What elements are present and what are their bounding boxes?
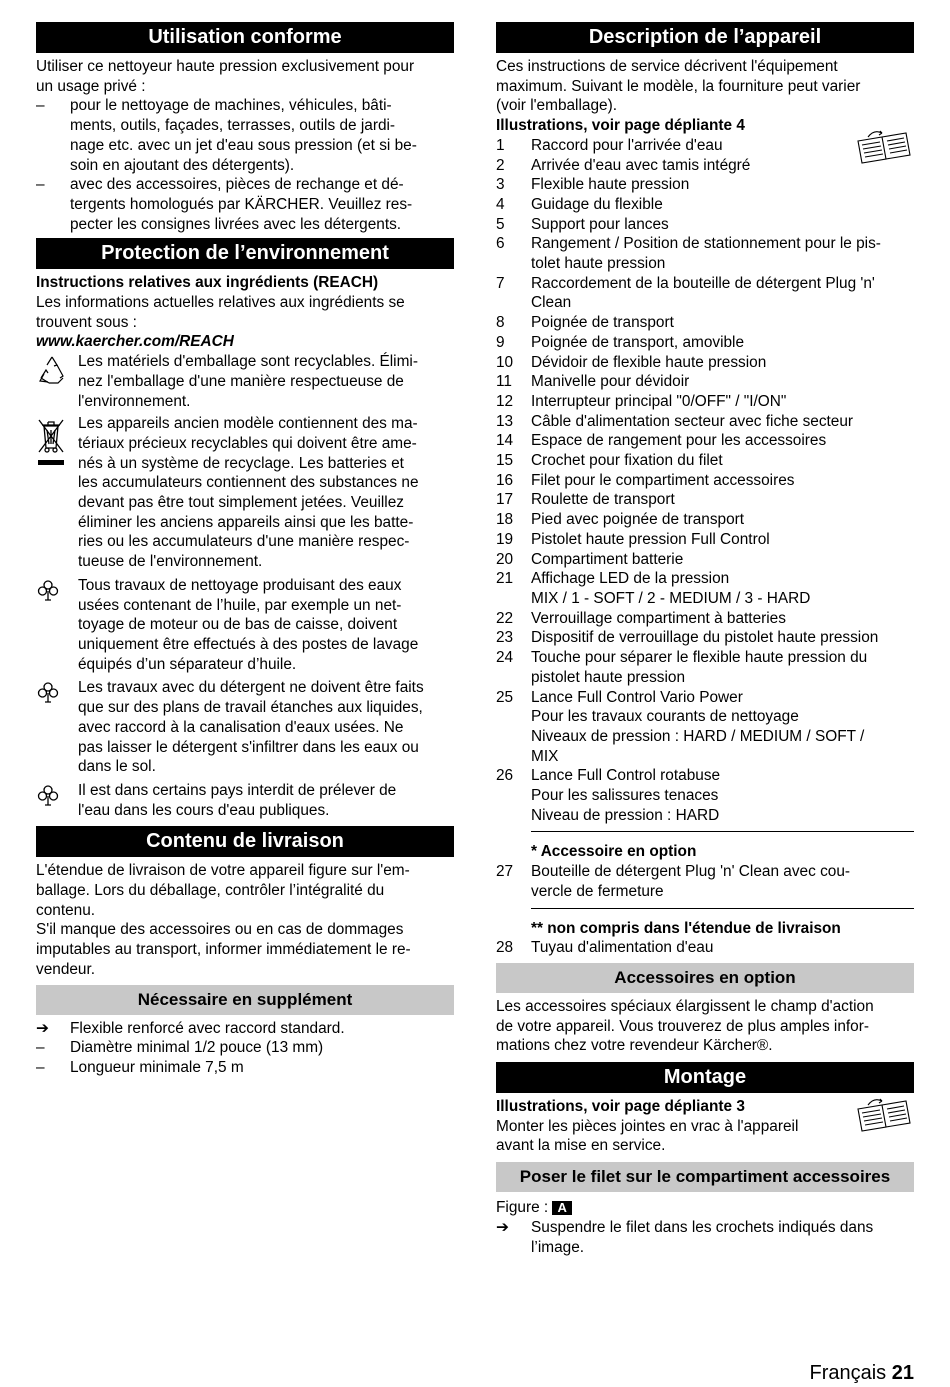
- item-text: Espace de rangement pour les accessoires: [531, 432, 827, 450]
- illustrations-heading: Illustrations, voir page dépliante 4: [496, 117, 745, 135]
- usage-section: [36, 53, 454, 234]
- list-item: [496, 569, 914, 608]
- item-number: 17: [496, 491, 514, 509]
- step-item: [496, 1218, 914, 1257]
- item-text: Raccord pour l'arrivée d'eau: [531, 136, 723, 154]
- item-text: Manivelle pour dévidoir: [531, 373, 690, 391]
- item-text: Interrupteur principal "0/OFF" / "I/ON": [531, 392, 787, 410]
- usage-list-item: [36, 96, 454, 175]
- component-list: [496, 136, 914, 826]
- paragraph-line: L'étendue de livraison de votre appareil figure sur l'em-: [36, 862, 410, 880]
- list-item: [36, 1038, 454, 1058]
- list-item: [496, 215, 914, 235]
- section-title-assembly: Montage: [496, 1062, 914, 1093]
- item-text: Lance Full Control Vario Power: [531, 688, 743, 706]
- paragraph-line: S'il manque des accessoires ou en cas de dommages: [36, 921, 404, 939]
- list-item: [496, 195, 914, 215]
- list-item: [496, 550, 914, 570]
- list-item: [496, 431, 914, 451]
- item-number: 24: [496, 649, 514, 667]
- item-text: Poignée de transport, amovible: [531, 333, 745, 351]
- section-title-environment: Protection de l’environnement: [36, 238, 454, 269]
- list-item: [496, 688, 914, 767]
- item-text: Tuyau d'alimentation d'eau: [531, 939, 714, 957]
- paragraph-line: contenu.: [36, 901, 96, 919]
- item-text: Lance Full Control rotabuse: [531, 767, 721, 785]
- reach-text: Les informations actuelles relatives aux ingrédients se: [36, 294, 405, 312]
- item-number: 10: [496, 353, 514, 371]
- paragraph-line: ballage. Lors du déballage, contrôler l’intégralité du: [36, 882, 385, 900]
- item-text: Filet pour le compartiment accessoires: [531, 471, 795, 489]
- paragraph-line: Les appareils ancien modèle contiennent des ma-: [78, 415, 418, 433]
- item-number: 21: [496, 570, 514, 588]
- list-item: [496, 628, 914, 648]
- paragraph-line: imputables au transport, informer immédiatement le re-: [36, 941, 411, 959]
- item-number: 22: [496, 609, 514, 627]
- list-item: [496, 353, 914, 373]
- reach-heading: Instructions relatives aux ingrédients (REACH): [36, 274, 379, 292]
- paragraph-line: Monter les pièces jointes en vrac à l'appareil: [496, 1117, 799, 1135]
- list-item: [496, 175, 914, 195]
- paragraph-line: l'eau dans les cours d'eau publiques.: [78, 801, 330, 819]
- list-text: Flexible renforcé avec raccord standard.: [70, 1019, 345, 1037]
- dash-marker: –: [36, 1058, 45, 1076]
- paragraph-line: l'environnement.: [78, 392, 191, 410]
- delivery-section: [36, 857, 454, 979]
- paragraph-line: dans le sol.: [78, 758, 156, 776]
- assembly-section: [496, 1093, 914, 1156]
- item-text: MIX / 1 - SOFT / 2 - MEDIUM / 3 - HARD: [531, 589, 811, 607]
- list-item: [496, 136, 914, 156]
- item-number: 20: [496, 550, 514, 568]
- figure-reference: [496, 1198, 914, 1218]
- reach-text: trouvent sous :: [36, 313, 137, 331]
- item-text: Câble d'alimentation secteur avec fiche secteur: [531, 412, 854, 430]
- usage-list-item: [36, 175, 454, 234]
- list-item: [496, 333, 914, 353]
- recycle-paragraph: [36, 352, 454, 411]
- item-number: 7: [496, 274, 505, 292]
- item-text: tolet haute pression: [531, 255, 666, 273]
- item-number: 2: [496, 156, 505, 174]
- arrow-right-icon: ➔: [496, 1218, 509, 1236]
- divider: [531, 831, 914, 832]
- not-included-heading: ** non compris dans l'étendue de livraison: [531, 919, 841, 937]
- item-number: 23: [496, 629, 514, 647]
- list-item: [496, 451, 914, 471]
- item-number: 8: [496, 314, 505, 332]
- paragraph-line: nés à un système de recyclage. Les batteries et: [78, 454, 404, 472]
- list-item: [496, 490, 914, 510]
- list-item: [496, 938, 914, 958]
- paragraph-line: équipés d’un séparateur d’huile.: [78, 655, 297, 673]
- paragraph-line: éliminer les anciens appareils ainsi que les batte-: [78, 513, 414, 531]
- list-item: [36, 1058, 454, 1078]
- dash-marker: –: [36, 97, 45, 115]
- item-text: pistolet haute pression: [531, 668, 686, 686]
- item-text: Affichage LED de la pression: [531, 570, 730, 588]
- list-line: soin en ajoutant des détergents).: [70, 156, 295, 174]
- paragraph-line: vendeur.: [36, 960, 96, 978]
- item-number: 3: [496, 176, 505, 194]
- item-text: Verrouillage compartiment à batteries: [531, 609, 786, 627]
- section-title-delivery: Contenu de livraison: [36, 826, 454, 857]
- environment-section: [36, 269, 454, 820]
- recycle-icon: [36, 352, 78, 411]
- book-illustration-icon: [854, 129, 914, 171]
- item-number: 27: [496, 863, 514, 881]
- paragraph-line: les accumulateurs contiennent des substances ne: [78, 474, 419, 492]
- list-item: [496, 412, 914, 432]
- list-line: pecter les consignes livrées avec les détergents.: [70, 215, 402, 233]
- crossed-bin-icon: [36, 414, 78, 572]
- footer-language: Français: [809, 1362, 887, 1384]
- arrow-right-icon: ➔: [36, 1019, 49, 1037]
- item-text: Compartiment batterie: [531, 550, 684, 568]
- list-line: ments, outils, façades, terrasses, outils de jardi-: [70, 117, 396, 135]
- weee-paragraph: [36, 414, 454, 572]
- item-text: Niveaux de pression : HARD / MEDIUM / SOFT /: [531, 727, 865, 745]
- paragraph-line: Les matériels d'emballage sont recyclables. Élimi-: [78, 353, 418, 371]
- water-paragraph: [36, 781, 454, 820]
- detergent-paragraph: [36, 678, 454, 777]
- paragraph-line: Ces instructions de service décrivent l'équipement: [496, 58, 838, 75]
- book-illustration-icon: [854, 1097, 914, 1139]
- item-number: 4: [496, 195, 505, 213]
- paragraph-line: mations chez votre revendeur Kärcher®.: [496, 1037, 773, 1055]
- paragraph-line: avec raccord à la canalisation d'eaux usées. Ne: [78, 718, 404, 736]
- paragraph-line: pas laisser le détergent s'infiltrer dans les eaux ou: [78, 738, 419, 756]
- section-title-required: Nécessaire en supplément: [36, 985, 454, 1015]
- item-text: Pour les travaux courants de nettoyage: [531, 708, 799, 726]
- dash-marker: –: [36, 1039, 45, 1057]
- paragraph-line: Tous travaux de nettoyage produisant des eaux: [78, 576, 402, 594]
- list-line: pour le nettoyage de machines, véhicules, bâti-: [70, 97, 392, 115]
- list-item: [36, 1019, 454, 1039]
- list-line: avec des accessoires, pièces de rechange et dé-: [70, 176, 404, 194]
- item-text: Dévidoir de flexible haute pression: [531, 353, 767, 371]
- item-number: 1: [496, 136, 505, 154]
- item-text: Pied avec poignée de transport: [531, 511, 745, 529]
- paragraph-line: Les accessoires spéciaux élargissent le champ d'action: [496, 997, 874, 1015]
- item-text: Touche pour séparer le flexible haute pression du: [531, 649, 868, 667]
- paragraph-line: avant la mise en service.: [496, 1137, 666, 1155]
- list-item: [496, 392, 914, 412]
- section-title-description: Description de l’appareil: [496, 22, 914, 53]
- paragraph-line: toyage de moteur ou de bas de caisse, doivent: [78, 616, 398, 634]
- list-item: [496, 372, 914, 392]
- list-item: [496, 530, 914, 550]
- paragraph-line: uniquement être effectués à des postes de lavage: [78, 635, 419, 653]
- item-text: Guidage du flexible: [531, 195, 663, 213]
- net-section: [496, 1192, 914, 1257]
- item-text: Pour les salissures tenaces: [531, 787, 719, 805]
- item-number: 28: [496, 939, 514, 957]
- paragraph-line: maximum. Suivant le modèle, la fourniture peut varier: [496, 77, 861, 95]
- figure-label: Figure :: [496, 1199, 549, 1217]
- list-line: tergents homologués par KÄRCHER. Veuillez res-: [70, 195, 413, 213]
- list-item: [496, 609, 914, 629]
- list-item: [496, 156, 914, 176]
- item-number: 25: [496, 688, 514, 706]
- paragraph-line: que sur des plans de travail étanches aux liquides,: [78, 699, 423, 717]
- usage-intro-line: Utiliser ce nettoyeur haute pression exclusivement pour: [36, 58, 415, 75]
- section-title-accessories: Accessoires en option: [496, 963, 914, 993]
- paragraph-line: tueuse de l'environnement.: [78, 553, 263, 571]
- item-number: 15: [496, 452, 514, 470]
- item-text: Support pour lances: [531, 215, 669, 233]
- list-item: [496, 766, 914, 825]
- usage-intro-line: un usage privé :: [36, 77, 146, 95]
- item-text: Raccordement de la bouteille de détergent Plug 'n': [531, 274, 875, 292]
- list-item: [496, 471, 914, 491]
- page-number: 21: [891, 1362, 914, 1384]
- item-text: Clean: [531, 294, 572, 312]
- reach-url: www.kaercher.com/REACH: [36, 333, 234, 351]
- item-text: vercle de fermeture: [531, 882, 664, 900]
- paragraph-line: Il est dans certains pays interdit de prélever de: [78, 781, 397, 799]
- item-text: Dispositif de verrouillage du pistolet haute pression: [531, 629, 879, 647]
- left-column: [36, 22, 454, 1078]
- list-item: [496, 648, 914, 687]
- paragraph-line: de votre appareil. Vous trouverez de plus amples infor-: [496, 1017, 869, 1035]
- dash-marker: –: [36, 176, 45, 194]
- item-number: 19: [496, 530, 514, 548]
- illustrations-heading: Illustrations, voir page dépliante 3: [496, 1098, 745, 1116]
- accessories-section: [496, 993, 914, 1056]
- item-text: MIX: [531, 747, 559, 765]
- item-text: Pistolet haute pression Full Control: [531, 530, 770, 548]
- paragraph-line: (voir l'emballage).: [496, 97, 617, 115]
- list-item: [496, 234, 914, 273]
- item-number: 26: [496, 767, 514, 785]
- description-section: [496, 53, 914, 958]
- oil-paragraph: [36, 576, 454, 675]
- item-number: 18: [496, 511, 514, 529]
- figure-badge: A: [552, 1201, 571, 1215]
- section-title-net: Poser le filet sur le compartiment accessoires: [496, 1162, 914, 1192]
- list-item: [496, 274, 914, 313]
- water-drop-tree-icon: [36, 678, 78, 777]
- section-title-usage: Utilisation conforme: [36, 22, 454, 53]
- water-drop-tree-icon: [36, 576, 78, 675]
- item-text: Niveau de pression : HARD: [531, 806, 720, 824]
- item-number: 14: [496, 432, 514, 450]
- step-text: l’image.: [531, 1238, 585, 1256]
- divider: [531, 908, 914, 909]
- item-text: Roulette de transport: [531, 491, 675, 509]
- paragraph-line: ries ou les accumulateurs d'une manière respec-: [78, 533, 410, 551]
- item-text: Arrivée d'eau avec tamis intégré: [531, 156, 751, 174]
- item-number: 5: [496, 215, 505, 233]
- step-text: Suspendre le filet dans les crochets indiqués dans: [531, 1218, 874, 1236]
- list-item: [496, 862, 914, 901]
- list-line: nage etc. avec un jet d'eau sous pression (et si be-: [70, 136, 417, 154]
- item-text: Flexible haute pression: [531, 176, 690, 194]
- item-text: Crochet pour fixation du filet: [531, 452, 723, 470]
- item-number: 9: [496, 333, 505, 351]
- paragraph-line: devant pas être tout simplement jetées. Veuillez: [78, 494, 404, 512]
- list-text: Longueur minimale 7,5 m: [70, 1058, 244, 1076]
- item-number: 12: [496, 392, 514, 410]
- paragraph-line: tériaux précieux recyclables qui doivent être ame-: [78, 434, 417, 452]
- item-number: 13: [496, 412, 514, 430]
- item-number: 6: [496, 235, 505, 253]
- paragraph-line: usées contenant de l’huile, par exemple un net-: [78, 596, 402, 614]
- item-text: Rangement / Position de stationnement pour le pis-: [531, 235, 881, 253]
- item-text: Poignée de transport: [531, 314, 674, 332]
- item-number: 11: [496, 373, 512, 391]
- item-number: 16: [496, 471, 514, 489]
- list-item: [496, 313, 914, 333]
- water-drop-tree-icon: [36, 781, 78, 820]
- optional-heading: * Accessoire en option: [531, 843, 697, 861]
- required-section: [36, 1015, 454, 1078]
- paragraph-line: nez l'emballage d'une manière respectueuse de: [78, 372, 404, 390]
- page-footer: [809, 1362, 914, 1384]
- list-item: [496, 510, 914, 530]
- list-text: Diamètre minimal 1/2 pouce (13 mm): [70, 1039, 324, 1057]
- right-column: [496, 22, 914, 1257]
- paragraph-line: Les travaux avec du détergent ne doivent être faits: [78, 679, 424, 697]
- item-text: Bouteille de détergent Plug 'n' Clean avec cou-: [531, 863, 851, 881]
